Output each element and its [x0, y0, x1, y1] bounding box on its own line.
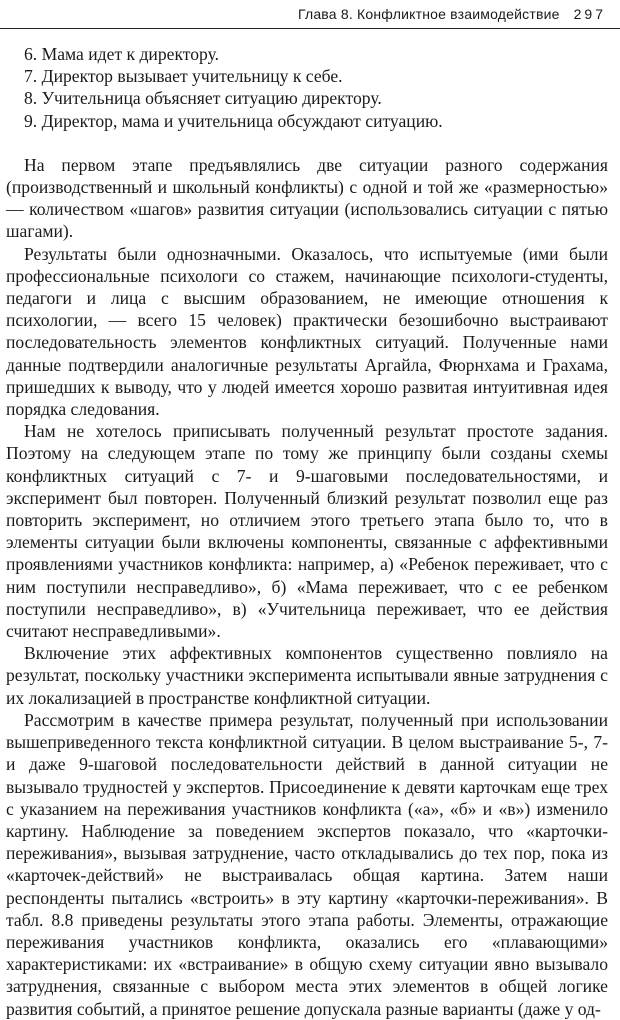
page-body	[6, 43, 608, 1020]
list-item: 9. Директор, мама и учительница обсуждают ситуацию.	[24, 110, 443, 131]
paragraph: Нам не хотелось приписывать полученный результат простоте задания. Поэтому на следующем этапе по тому же принципу были созданы схемы конфликтных ситуаций с 7- и 9-шаговыми последовательностями, и эксперимент был повторен. Полученный близкий результат позволил еще раз повторить эксперимент, но отличием этого третьего этапа было то, что в элементы ситуации были включены компоненты, связанные с аффективными проявлениями участников конфликта: например, а) «Ребенок переживает, что с ним поступили несправедливо», б) «Мама переживает, что с ее ребенком поступили несправедливо», в) «Учительница переживает, что ее действия считают несправедливыми».	[6, 421, 608, 642]
list-item: 6. Мама идет к директору.	[24, 44, 220, 64]
list-item: 7. Директор вызывает учительницу к себе.	[24, 66, 343, 87]
step-list	[6, 43, 608, 132]
running-header	[298, 6, 606, 22]
paragraph: На первом этапе предъявлялись две ситуации разного содержания (производственный и школьный конфликты) с одной и той же «размерностью» — количеством «шагов» развития ситуации (использовались ситуации с пятью шагами).	[6, 154, 608, 242]
chapter-title: Глава 8. Конфликтное взаимодействие	[297, 6, 560, 22]
page-number: 297	[573, 6, 606, 22]
header-rule	[0, 28, 620, 29]
paragraph: Включение этих аффективных компонентов существенно повлияло на результат, поскольку участники эксперимента испытывали явные затруднения с их локализацией в пространстве конфликтной ситуации.	[6, 643, 608, 708]
paragraph: Рассмотрим в качестве примера результат, полученный при использовании вышеприведенного текста конфликтной ситуации. В целом выстраивание 5-, 7- и даже 9-шаговой последовательности действий в данной ситуации не вызывало трудностей у экспертов. Присоединение к девяти карточкам еще трех с указанием на переживания участников конфликта («а», «б» и «в») изменило картину. Наблюдение за поведением экспертов показало, что «карточки-переживания», вызывая затруднение, часто откладывались до тех пор, пока из «карточек-действий» не выстраивалась общая картина. Затем наши респонденты пытались «встроить» в эту картину «карточки-переживания». В табл. 8.8 приведены результаты этого этапа работы. Элементы, отражающие переживания участников конфликта, оказались его «плавающими» характеристиками: их «встраивание» в общую схему ситуации явно вызывало затруднения, связанные с выбором места этих элементов в общей логике развития событий, а принятое решение допускала разные варианты (даже у од-	[6, 709, 608, 1019]
paragraph: Результаты были однозначными. Оказалось, что испытуемые (ими были профессиональные психологи со стажем, начинающие психологи-студенты, педагоги и лица с высшим образованием, не имеющие отношения к психологии, — всего 15 человек) практически безошибочно выстраивают последовательность элементов конфликтных ситуаций. Полученные нами данные подтвердили аналогичные результаты Аргайла, Фюрнхама и Грахама, пришедших к выводу, что у людей имеется хорошо развитая интуитивная идея порядка следования.	[6, 243, 608, 420]
list-item: 8. Учительница объясняет ситуацию директору.	[24, 88, 382, 109]
